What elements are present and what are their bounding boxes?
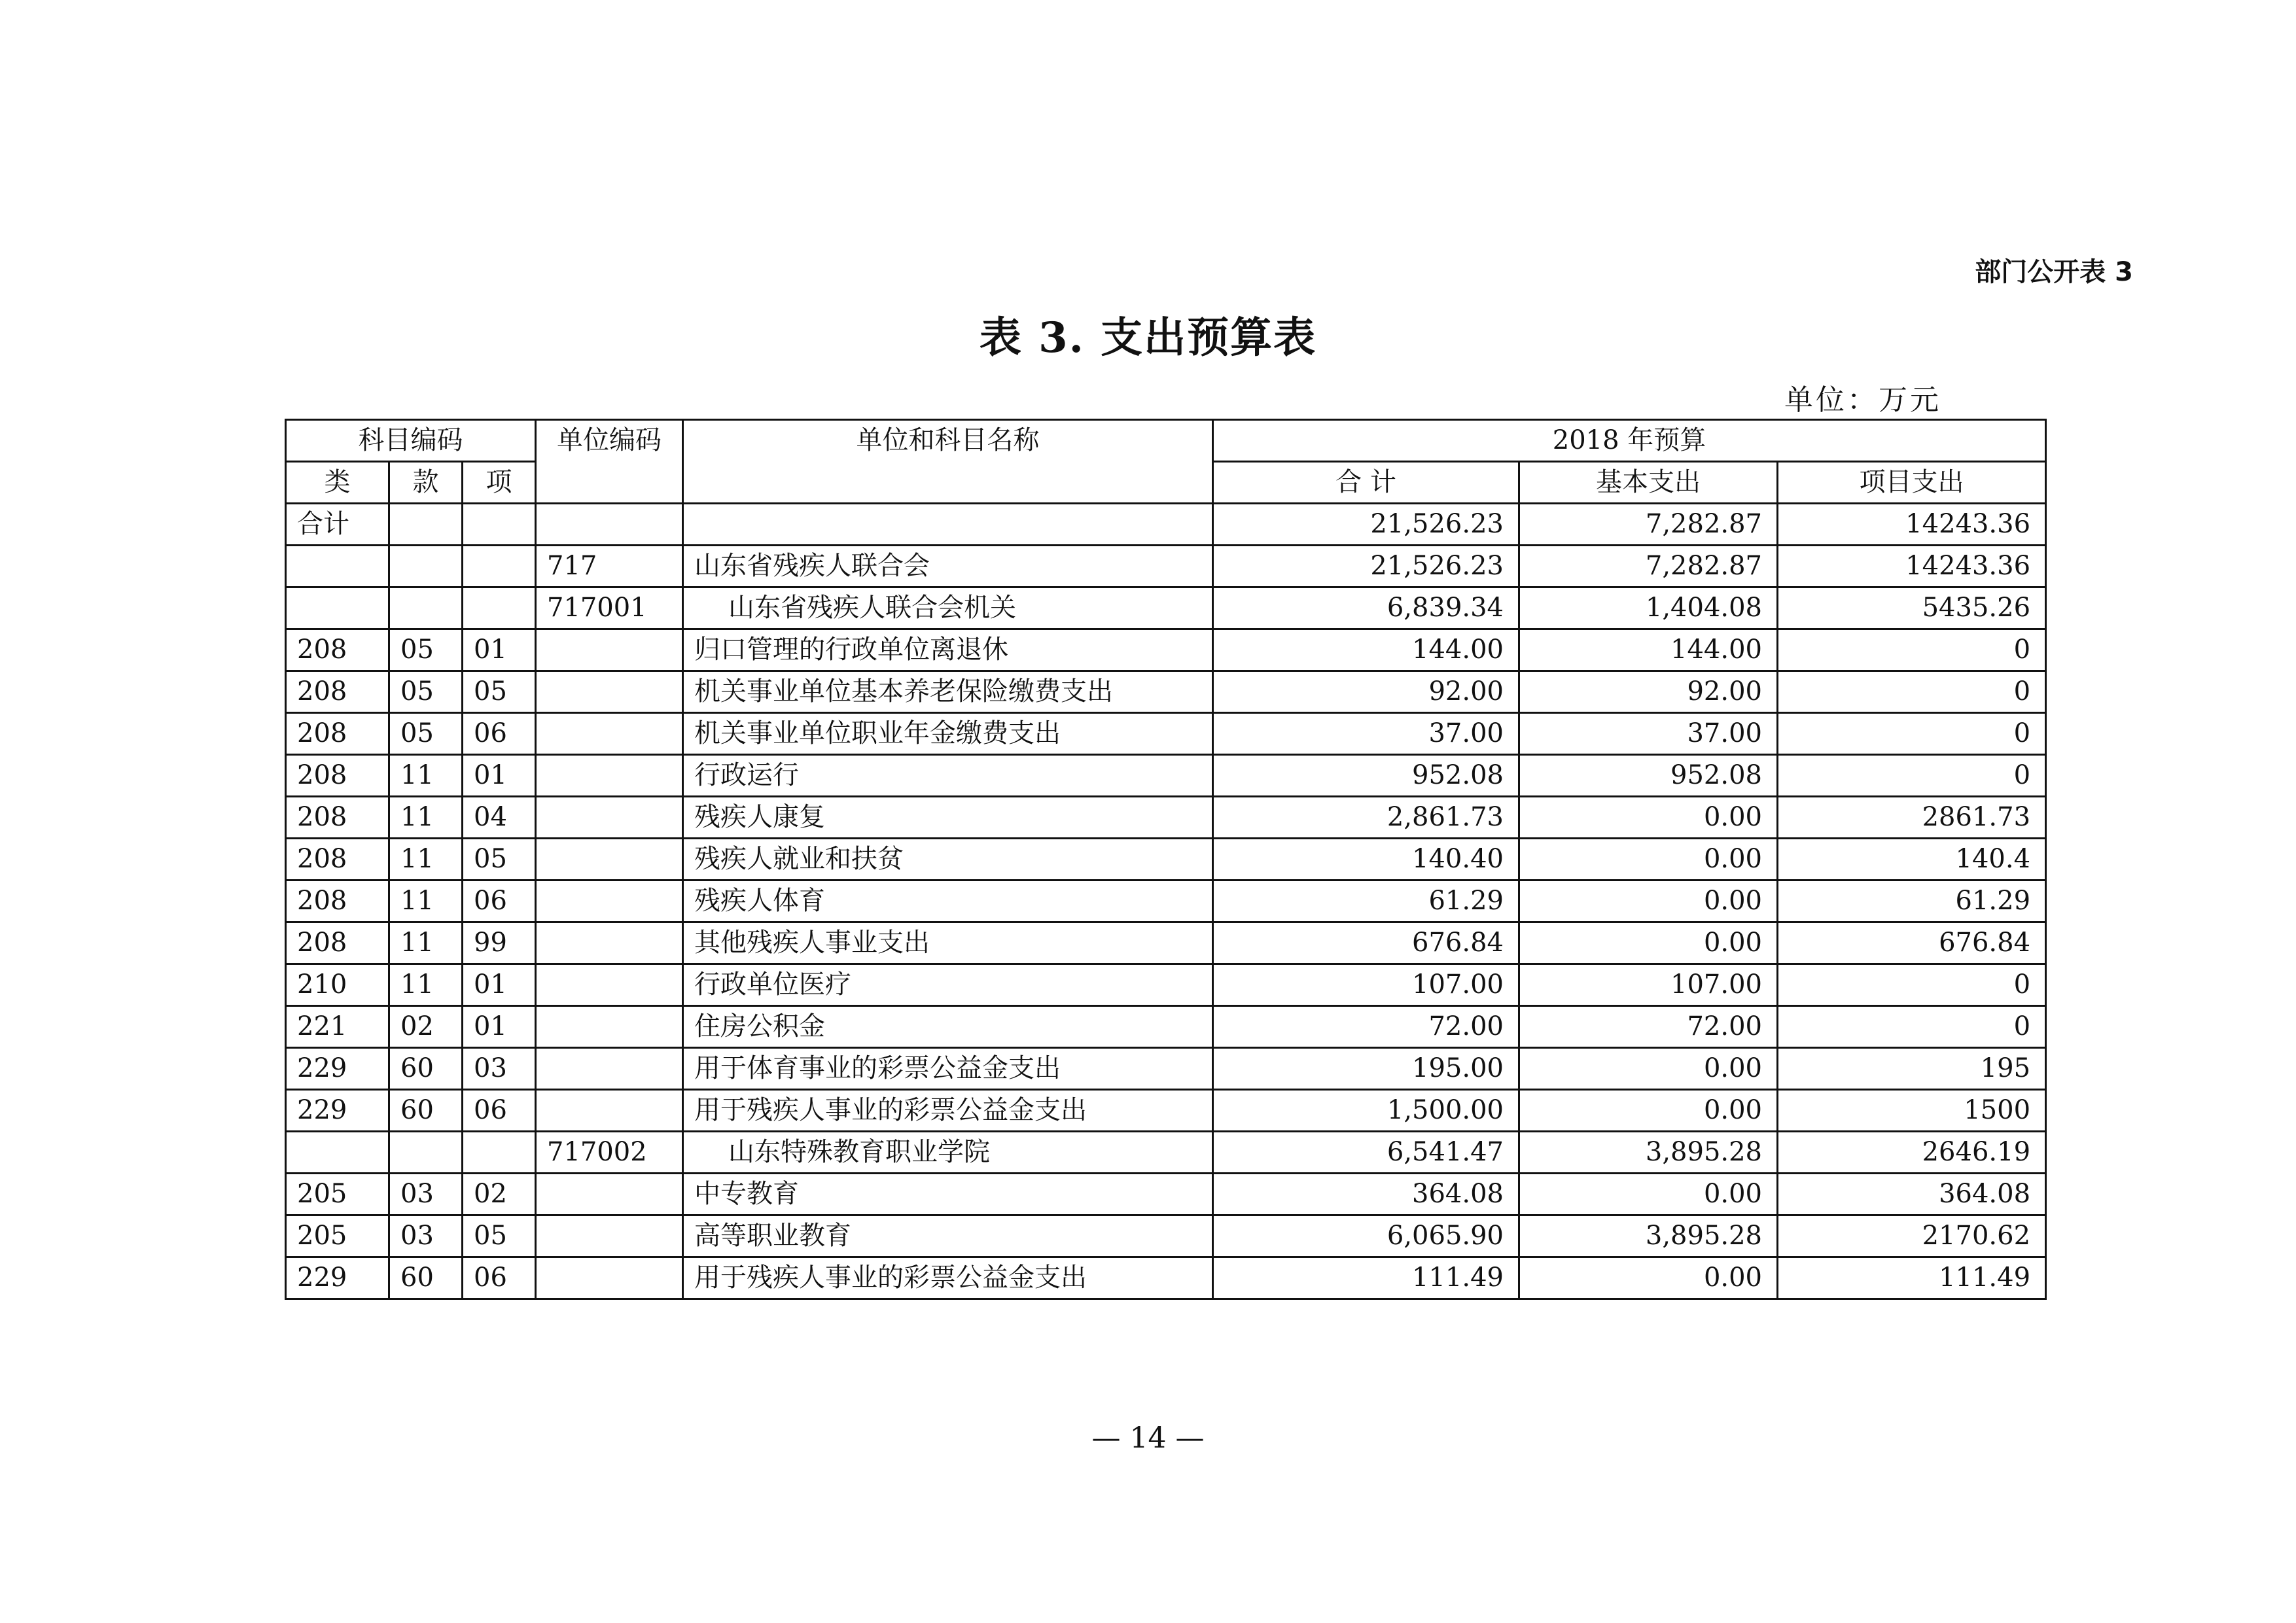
- unit-label: 单位：万元: [1784, 383, 1941, 417]
- cell-project: 14243.36: [1778, 504, 2046, 546]
- cell-name: 归口管理的行政单位离退休: [683, 629, 1213, 671]
- header-name: [683, 420, 1213, 504]
- cell-project: 0: [1778, 713, 2046, 755]
- cell-kuan: [389, 587, 463, 629]
- cell-total: 21,526.23: [1213, 504, 1519, 546]
- header-unit-code: [536, 420, 683, 504]
- cell-lei: 208: [286, 713, 389, 755]
- cell-unit-code: [536, 1090, 683, 1132]
- cell-xiang: 01: [463, 755, 536, 797]
- cell-kuan: 60: [389, 1048, 463, 1090]
- cell-kuan: 03: [389, 1174, 463, 1215]
- cell-unit-code: 717002: [536, 1132, 683, 1174]
- cell-name: 用于残疾人事业的彩票公益金支出: [683, 1090, 1213, 1132]
- cell-basic: 0.00: [1519, 881, 1778, 922]
- cell-total: 144.00: [1213, 629, 1519, 671]
- cell-xiang: 05: [463, 1215, 536, 1257]
- cell-kuan: 05: [389, 629, 463, 671]
- header-project: 项目支出: [1778, 462, 2046, 504]
- cell-total: 107.00: [1213, 964, 1519, 1006]
- cell-name: 山东特殊教育职业学院: [683, 1132, 1213, 1174]
- cell-project: 0: [1778, 964, 2046, 1006]
- header-unit-code-text: 单位编码: [557, 425, 662, 455]
- cell-basic: 92.00: [1519, 671, 1778, 713]
- cell-xiang: 99: [463, 922, 536, 964]
- cell-name: 机关事业单位职业年金缴费支出: [683, 713, 1213, 755]
- cell-total: 364.08: [1213, 1174, 1519, 1215]
- header-lei: 类: [286, 462, 389, 504]
- cell-lei: 208: [286, 671, 389, 713]
- table-row: [286, 1048, 2046, 1090]
- cell-total: 37.00: [1213, 713, 1519, 755]
- cell-xiang: [463, 587, 536, 629]
- header-total: 合 计: [1213, 462, 1519, 504]
- cell-lei: 205: [286, 1174, 389, 1215]
- cell-project: 1500: [1778, 1090, 2046, 1132]
- cell-total: 111.49: [1213, 1257, 1519, 1299]
- cell-xiang: [463, 546, 536, 587]
- corner-label: 部门公开表 3: [1975, 257, 2133, 287]
- cell-kuan: [389, 546, 463, 587]
- cell-total: 195.00: [1213, 1048, 1519, 1090]
- cell-name: 用于残疾人事业的彩票公益金支出: [683, 1257, 1213, 1299]
- cell-total: 140.40: [1213, 839, 1519, 881]
- cell-name: 中专教育: [683, 1174, 1213, 1215]
- cell-basic: 0.00: [1519, 1090, 1778, 1132]
- cell-kuan: 05: [389, 713, 463, 755]
- cell-xiang: 02: [463, 1174, 536, 1215]
- cell-basic: 0.00: [1519, 1257, 1778, 1299]
- cell-kuan: 11: [389, 797, 463, 839]
- cell-project: 2861.73: [1778, 797, 2046, 839]
- cell-name: 残疾人康复: [683, 797, 1213, 839]
- cell-unit-code: [536, 1048, 683, 1090]
- cell-lei: 208: [286, 839, 389, 881]
- cell-total: 6,541.47: [1213, 1132, 1519, 1174]
- cell-total: 21,526.23: [1213, 546, 1519, 587]
- cell-name: 机关事业单位基本养老保险缴费支出: [683, 671, 1213, 713]
- cell-kuan: 11: [389, 881, 463, 922]
- cell-kuan: 11: [389, 922, 463, 964]
- page-number: — 14 —: [1091, 1422, 1205, 1455]
- cell-unit-code: [536, 1174, 683, 1215]
- cell-unit-code: [536, 755, 683, 797]
- cell-kuan: 05: [389, 671, 463, 713]
- cell-xiang: [463, 504, 536, 546]
- cell-basic: 7,282.87: [1519, 504, 1778, 546]
- cell-xiang: 01: [463, 964, 536, 1006]
- cell-xiang: 04: [463, 797, 536, 839]
- cell-name: 行政运行: [683, 755, 1213, 797]
- cell-unit-code: [536, 1257, 683, 1299]
- cell-name: 残疾人就业和扶贫: [683, 839, 1213, 881]
- cell-name: 高等职业教育: [683, 1215, 1213, 1257]
- cell-lei: 208: [286, 797, 389, 839]
- expenditure-budget-table: [285, 419, 2047, 1300]
- cell-project: 2170.62: [1778, 1215, 2046, 1257]
- cell-lei: 208: [286, 922, 389, 964]
- cell-total: 72.00: [1213, 1006, 1519, 1048]
- cell-kuan: 03: [389, 1215, 463, 1257]
- cell-basic: 0.00: [1519, 797, 1778, 839]
- cell-unit-code: [536, 1006, 683, 1048]
- table-row: [286, 671, 2046, 713]
- cell-total: 92.00: [1213, 671, 1519, 713]
- cell-project: 0: [1778, 629, 2046, 671]
- cell-name: [683, 504, 1213, 546]
- cell-lei: [286, 587, 389, 629]
- cell-unit-code: [536, 922, 683, 964]
- cell-total: 6,839.34: [1213, 587, 1519, 629]
- cell-kuan: 11: [389, 839, 463, 881]
- header-subject-code: 科目编码: [286, 420, 536, 462]
- cell-xiang: 06: [463, 1090, 536, 1132]
- table-row: [286, 964, 2046, 1006]
- table-row: [286, 504, 2046, 546]
- table-row: [286, 587, 2046, 629]
- cell-basic: 0.00: [1519, 922, 1778, 964]
- cell-total: 952.08: [1213, 755, 1519, 797]
- cell-xiang: 01: [463, 629, 536, 671]
- cell-lei: [286, 546, 389, 587]
- cell-unit-code: [536, 671, 683, 713]
- cell-lei: 合计: [286, 504, 389, 546]
- cell-name: 其他残疾人事业支出: [683, 922, 1213, 964]
- cell-kuan: [389, 504, 463, 546]
- table-row: [286, 1006, 2046, 1048]
- cell-project: 5435.26: [1778, 587, 2046, 629]
- cell-lei: 208: [286, 629, 389, 671]
- table-row: [286, 629, 2046, 671]
- cell-project: 140.4: [1778, 839, 2046, 881]
- header-row-1: [286, 420, 2046, 462]
- cell-basic: 107.00: [1519, 964, 1778, 1006]
- table-row: [286, 881, 2046, 922]
- cell-basic: 1,404.08: [1519, 587, 1778, 629]
- cell-lei: 229: [286, 1257, 389, 1299]
- cell-kuan: 60: [389, 1090, 463, 1132]
- header-basic: 基本支出: [1519, 462, 1778, 504]
- cell-project: 14243.36: [1778, 546, 2046, 587]
- cell-xiang: [463, 1132, 536, 1174]
- cell-project: 195: [1778, 1048, 2046, 1090]
- cell-xiang: 06: [463, 1257, 536, 1299]
- cell-kuan: 11: [389, 964, 463, 1006]
- cell-lei: 205: [286, 1215, 389, 1257]
- table-row: [286, 1174, 2046, 1215]
- cell-basic: 3,895.28: [1519, 1215, 1778, 1257]
- cell-xiang: 01: [463, 1006, 536, 1048]
- cell-kuan: 02: [389, 1006, 463, 1048]
- cell-basic: 3,895.28: [1519, 1132, 1778, 1174]
- cell-project: 111.49: [1778, 1257, 2046, 1299]
- cell-project: 676.84: [1778, 922, 2046, 964]
- cell-project: 0: [1778, 755, 2046, 797]
- cell-unit-code: 717: [536, 546, 683, 587]
- cell-lei: [286, 1132, 389, 1174]
- cell-unit-code: [536, 713, 683, 755]
- cell-lei: 210: [286, 964, 389, 1006]
- cell-name: 住房公积金: [683, 1006, 1213, 1048]
- cell-basic: 37.00: [1519, 713, 1778, 755]
- cell-unit-code: [536, 797, 683, 839]
- cell-xiang: 06: [463, 881, 536, 922]
- cell-total: 61.29: [1213, 881, 1519, 922]
- cell-name: 用于体育事业的彩票公益金支出: [683, 1048, 1213, 1090]
- cell-basic: 144.00: [1519, 629, 1778, 671]
- cell-total: 676.84: [1213, 922, 1519, 964]
- cell-kuan: 60: [389, 1257, 463, 1299]
- cell-name: 山东省残疾人联合会: [683, 546, 1213, 587]
- cell-basic: 7,282.87: [1519, 546, 1778, 587]
- cell-total: 1,500.00: [1213, 1090, 1519, 1132]
- table-row: [286, 713, 2046, 755]
- cell-basic: 72.00: [1519, 1006, 1778, 1048]
- cell-xiang: 05: [463, 839, 536, 881]
- cell-unit-code: 717001: [536, 587, 683, 629]
- cell-kuan: [389, 1132, 463, 1174]
- cell-basic: 952.08: [1519, 755, 1778, 797]
- cell-lei: 208: [286, 755, 389, 797]
- table-row: [286, 839, 2046, 881]
- cell-name: 行政单位医疗: [683, 964, 1213, 1006]
- cell-project: 0: [1778, 1006, 2046, 1048]
- cell-kuan: 11: [389, 755, 463, 797]
- cell-lei: 229: [286, 1048, 389, 1090]
- cell-unit-code: [536, 964, 683, 1006]
- cell-total: 2,861.73: [1213, 797, 1519, 839]
- cell-xiang: 05: [463, 671, 536, 713]
- cell-unit-code: [536, 1215, 683, 1257]
- cell-name: 残疾人体育: [683, 881, 1213, 922]
- cell-xiang: 03: [463, 1048, 536, 1090]
- table-row: [286, 797, 2046, 839]
- document-title: 表 3. 支出预算表: [979, 313, 1317, 362]
- cell-unit-code: [536, 504, 683, 546]
- cell-lei: 229: [286, 1090, 389, 1132]
- cell-project: 2646.19: [1778, 1132, 2046, 1174]
- cell-xiang: 06: [463, 713, 536, 755]
- cell-lei: 221: [286, 1006, 389, 1048]
- cell-basic: 0.00: [1519, 839, 1778, 881]
- table-row: [286, 755, 2046, 797]
- cell-project: 61.29: [1778, 881, 2046, 922]
- table-row: [286, 1132, 2046, 1174]
- cell-lei: 208: [286, 881, 389, 922]
- header-name-text: 单位和科目名称: [856, 425, 1040, 455]
- header-kuan: 款: [389, 462, 463, 504]
- table-row: [286, 1090, 2046, 1132]
- cell-total: 6,065.90: [1213, 1215, 1519, 1257]
- cell-name: 山东省残疾人联合会机关: [683, 587, 1213, 629]
- table-row: [286, 1215, 2046, 1257]
- header-budget-year: 2018 年预算: [1213, 420, 2046, 462]
- cell-basic: 0.00: [1519, 1048, 1778, 1090]
- cell-unit-code: [536, 839, 683, 881]
- table-row: [286, 546, 2046, 587]
- table-row: [286, 1257, 2046, 1299]
- cell-unit-code: [536, 629, 683, 671]
- cell-project: 0: [1778, 671, 2046, 713]
- table-row: [286, 922, 2046, 964]
- cell-project: 364.08: [1778, 1174, 2046, 1215]
- header-xiang: 项: [463, 462, 536, 504]
- cell-unit-code: [536, 881, 683, 922]
- table-body: [286, 504, 2046, 1299]
- cell-basic: 0.00: [1519, 1174, 1778, 1215]
